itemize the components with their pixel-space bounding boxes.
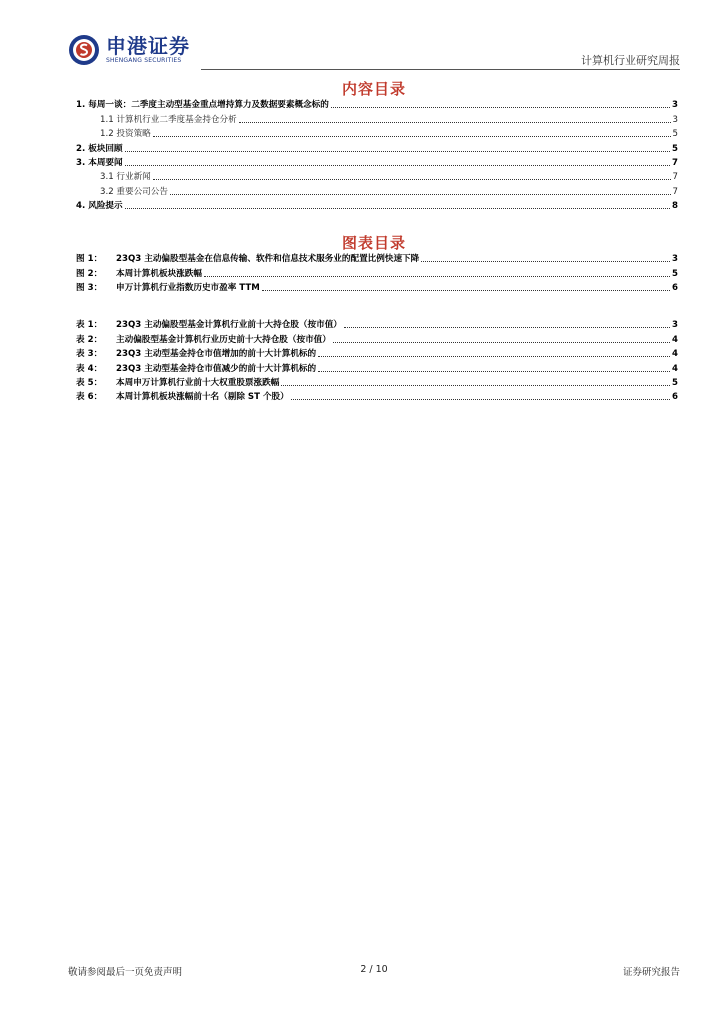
contents-entry-label: 1.1 计算机行业二季度基金持仓分析 [100, 114, 237, 125]
report-category: 证券研究报告 [622, 967, 680, 978]
contents-entry-label: 3. 本周要闻 [76, 157, 123, 168]
dot-leader [170, 193, 671, 195]
dot-leader [125, 164, 670, 166]
contents-entry-page: 7 [672, 186, 678, 197]
dot-leader [125, 150, 670, 152]
table-entry-label: 23Q3 主动偏股型基金计算机行业前十大持仓股（按市值） [116, 320, 342, 331]
dot-leader [331, 106, 670, 108]
table-entry-label: 主动偏股型基金计算机行业历史前十大持仓股（按市值） [116, 334, 331, 345]
table-entry-page: 6 [672, 392, 678, 403]
contents-title: 内容目录 [341, 80, 406, 98]
figure-entry-number: 图 1： [76, 254, 103, 265]
contents-entry-page: 8 [672, 201, 678, 212]
figure-entry-label: 23Q3 主动偏股型基金在信息传输、软件和信息技术服务业的配置比例快速下降 [116, 254, 420, 265]
figure-entry-label: 申万计算机行业指数历史市盈率 TTM [116, 283, 260, 294]
company-logo [68, 34, 190, 66]
disclaimer-note: 敬请参阅最后一页免责声明 [68, 967, 183, 978]
report-type: 计算机行业研究周报 [581, 54, 680, 67]
figure-entry-label: 本周计算机板块涨跌幅 [116, 268, 202, 279]
figures-list [76, 251, 678, 294]
table-entry-page: 4 [672, 349, 678, 360]
table-entry[interactable] [76, 389, 678, 403]
logo-chinese-name: 申港证券 [106, 34, 190, 58]
table-entry-page: 5 [672, 377, 678, 388]
contents-entry-label: 1. 每周一谈：二季度主动型基金重点增持算力及数据要素概念标的 [76, 100, 329, 111]
dot-leader [318, 370, 670, 372]
figure-entry[interactable] [76, 265, 678, 279]
logo-icon [68, 34, 100, 66]
figure-entry-page: 5 [672, 268, 678, 279]
table-entry-label: 本周申万计算机行业前十大权重股票涨跌幅 [116, 377, 280, 388]
dot-leader [291, 398, 670, 400]
table-entry-label: 本周计算机板块涨幅前十名（剔除 ST 个股） [116, 392, 289, 403]
figure-entry[interactable] [76, 251, 678, 265]
page-number: 2 / 10 [360, 964, 388, 975]
dot-leader [262, 289, 670, 291]
dot-leader [153, 135, 671, 137]
contents-entry-page: 5 [672, 129, 678, 140]
table-entry[interactable] [76, 360, 678, 374]
table-entry-number: 表 6： [76, 392, 103, 403]
contents-entry[interactable] [76, 126, 678, 140]
table-entry-number: 表 4： [76, 363, 103, 374]
contents-entry-page: 7 [672, 172, 678, 183]
contents-entry[interactable] [76, 111, 678, 125]
contents-entry-page: 5 [672, 143, 678, 154]
figure-entry-number: 图 3： [76, 283, 103, 294]
table-entry-number: 表 1： [76, 320, 103, 331]
dot-leader [421, 260, 670, 262]
logo-english-name: SHENGANG SECURITIES [106, 57, 182, 64]
contents-entry-label: 4. 风险提示 [76, 201, 123, 212]
table-entry-page: 3 [672, 320, 678, 331]
contents-entry[interactable] [76, 183, 678, 197]
tables-list [76, 317, 678, 403]
table-entry-number: 表 2： [76, 334, 103, 345]
dot-leader [125, 207, 670, 209]
dot-leader [344, 326, 670, 328]
dot-leader [281, 384, 670, 386]
contents-entry-page: 3 [672, 100, 678, 111]
header-divider [201, 69, 680, 70]
figure-entry-number: 图 2： [76, 268, 103, 279]
figure-entry-page: 6 [672, 283, 678, 294]
contents-entry[interactable] [76, 169, 678, 183]
table-entry-page: 4 [672, 334, 678, 345]
page-header [68, 34, 680, 70]
contents-entry-page: 3 [672, 114, 678, 125]
dot-leader [153, 178, 671, 180]
contents-entry[interactable] [76, 155, 678, 169]
table-entry-label: 23Q3 主动型基金持仓市值减少的前十大计算机标的 [116, 363, 317, 374]
table-entry[interactable] [76, 331, 678, 345]
table-entry-page: 4 [672, 363, 678, 374]
contents-entry-label: 2. 板块回顾 [76, 143, 123, 154]
contents-list [76, 97, 678, 212]
contents-entry[interactable] [76, 140, 678, 154]
table-entry-number: 表 5： [76, 377, 103, 388]
table-entry-number: 表 3： [76, 349, 103, 360]
contents-entry-label: 1.2 投资策略 [100, 129, 151, 140]
contents-entry-label: 3.2 重要公司公告 [100, 186, 168, 197]
contents-entry[interactable] [76, 198, 678, 212]
dot-leader [239, 121, 671, 123]
dot-leader [333, 341, 670, 343]
table-entry[interactable] [76, 346, 678, 360]
contents-entry-label: 3.1 行业新闻 [100, 172, 151, 183]
table-entry[interactable] [76, 375, 678, 389]
figure-entry[interactable] [76, 280, 678, 294]
dot-leader [204, 275, 670, 277]
contents-entry[interactable] [76, 97, 678, 111]
dot-leader [318, 355, 670, 357]
figures-title: 图表目录 [341, 234, 406, 252]
table-entry-label: 23Q3 主动型基金持仓市值增加的前十大计算机标的 [116, 349, 317, 360]
figure-entry-page: 3 [672, 254, 678, 265]
table-entry[interactable] [76, 317, 678, 331]
contents-entry-page: 7 [672, 157, 678, 168]
